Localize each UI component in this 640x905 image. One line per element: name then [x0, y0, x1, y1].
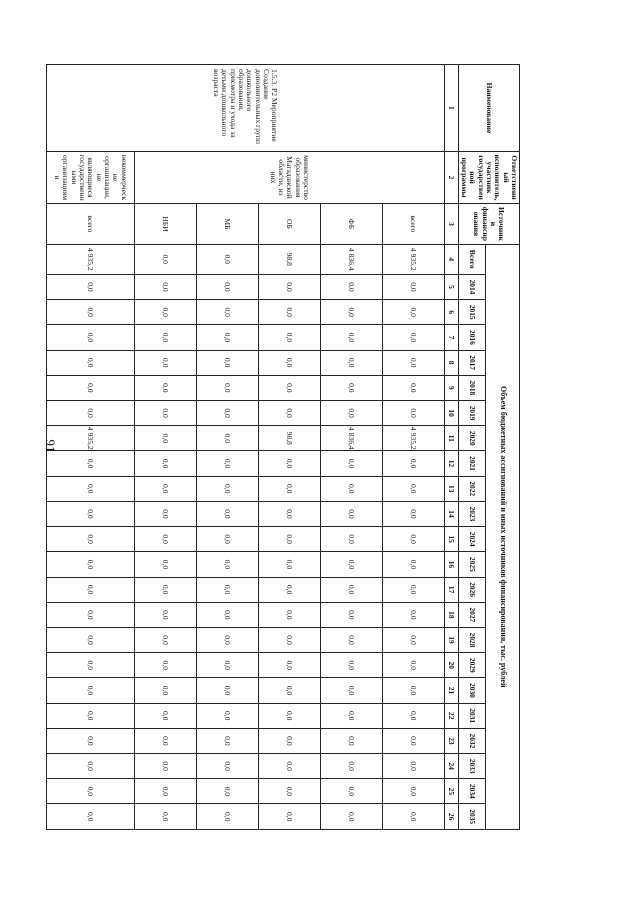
value-cell: 0,0: [134, 653, 196, 678]
column-number: 23: [444, 728, 458, 753]
value-cell: 0,0: [320, 627, 382, 652]
value-cell: 0,0: [46, 325, 134, 350]
executor-nko: некоммерческие организации, не являющиеся государственными организациями: [46, 151, 134, 203]
value-cell: 0,0: [196, 754, 258, 779]
value-cell: 0,0: [134, 400, 196, 425]
value-cell: 0,0: [258, 703, 320, 728]
column-number: 19: [444, 627, 458, 652]
measure-name: 1.5.3. Р2 Мероприятие Создание дополнительных групп дошкольного образования, присмотра и ухода за детьми дошкольного возраста: [46, 65, 444, 152]
value-cell: 0,0: [46, 501, 134, 526]
header-year: 2019: [458, 400, 485, 425]
value-cell: 0,0: [382, 678, 444, 703]
value-cell: 0,0: [134, 501, 196, 526]
value-cell: 0,0: [320, 653, 382, 678]
value-cell: 0,0: [46, 703, 134, 728]
value-cell: 0,0: [382, 804, 444, 830]
source-cell: МБ: [196, 204, 258, 244]
source-cell: всего: [382, 204, 444, 244]
column-number: 11: [444, 426, 458, 451]
value-cell: 0,0: [382, 602, 444, 627]
value-cell: 0,0: [196, 274, 258, 299]
value-cell: 0,0: [382, 375, 444, 400]
value-cell: 0,0: [258, 300, 320, 325]
column-number: 18: [444, 602, 458, 627]
value-cell: 0,0: [382, 653, 444, 678]
value-cell: 0,0: [196, 804, 258, 830]
value-cell: 0,0: [320, 602, 382, 627]
value-cell: 0,0: [382, 451, 444, 476]
header-year: 2033: [458, 754, 485, 779]
value-cell: 0,0: [134, 274, 196, 299]
value-cell: 0,0: [196, 451, 258, 476]
value-cell: 0,0: [258, 577, 320, 602]
header-year: 2029: [458, 653, 485, 678]
page-number: 91: [43, 439, 58, 453]
value-cell: 0,0: [134, 426, 196, 451]
value-cell: 0,0: [134, 451, 196, 476]
value-cell: 0,0: [196, 501, 258, 526]
total-cell: 4 836,4: [320, 244, 382, 274]
column-number: 15: [444, 527, 458, 552]
header-year: 2021: [458, 451, 485, 476]
value-cell: 0,0: [46, 754, 134, 779]
value-cell: 0,0: [320, 703, 382, 728]
value-cell: 0,0: [382, 400, 444, 425]
column-number: 4: [444, 244, 458, 274]
value-cell: 0,0: [46, 552, 134, 577]
value-cell: 0,0: [134, 476, 196, 501]
value-cell: 0,0: [134, 325, 196, 350]
column-number: 17: [444, 577, 458, 602]
header-row-numbers: [444, 65, 458, 830]
value-cell: 0,0: [196, 325, 258, 350]
header-year: 2030: [458, 678, 485, 703]
executor-ministry: министерство образования Магаданской области, из них: [134, 151, 444, 203]
total-cell: 0,0: [134, 244, 196, 274]
value-cell: 0,0: [382, 274, 444, 299]
value-cell: 0,0: [46, 602, 134, 627]
value-cell: 0,0: [382, 476, 444, 501]
value-cell: 0,0: [46, 274, 134, 299]
column-number: 3: [444, 204, 458, 244]
value-cell: 0,0: [382, 300, 444, 325]
value-cell: 0,0: [46, 577, 134, 602]
document-page: [52, 64, 520, 830]
header-executor: Ответственный исполнитель, участник государственной программы: [458, 151, 519, 203]
source-cell: ОБ: [258, 204, 320, 244]
value-cell: 0,0: [258, 552, 320, 577]
source-cell: НБИ: [134, 204, 196, 244]
value-cell: 0,0: [196, 476, 258, 501]
value-cell: 0,0: [258, 527, 320, 552]
value-cell: 0,0: [196, 779, 258, 804]
header-year: 2026: [458, 577, 485, 602]
value-cell: 0,0: [196, 627, 258, 652]
value-cell: 0,0: [134, 527, 196, 552]
value-cell: 0,0: [196, 350, 258, 375]
value-cell: 0,0: [134, 678, 196, 703]
column-number: 2: [444, 151, 458, 203]
column-number: 6: [444, 300, 458, 325]
value-cell: 98,8: [258, 426, 320, 451]
header-year: 2014: [458, 274, 485, 299]
header-year: 2020: [458, 426, 485, 451]
header-total: Всего: [458, 244, 485, 274]
value-cell: 0,0: [258, 627, 320, 652]
value-cell: 0,0: [320, 577, 382, 602]
value-cell: 0,0: [382, 728, 444, 753]
value-cell: 0,0: [134, 703, 196, 728]
header-year: 2031: [458, 703, 485, 728]
value-cell: 0,0: [382, 527, 444, 552]
value-cell: 0,0: [258, 350, 320, 375]
value-cell: 0,0: [46, 728, 134, 753]
value-cell: 0,0: [134, 552, 196, 577]
value-cell: 0,0: [258, 728, 320, 753]
value-cell: 0,0: [134, 375, 196, 400]
value-cell: 0,0: [258, 274, 320, 299]
value-cell: 0,0: [320, 779, 382, 804]
column-number: 12: [444, 451, 458, 476]
value-cell: 0,0: [46, 476, 134, 501]
value-cell: 0,0: [382, 627, 444, 652]
value-cell: 0,0: [320, 375, 382, 400]
value-cell: 0,0: [134, 602, 196, 627]
value-cell: 0,0: [46, 350, 134, 375]
table-row: [46, 65, 134, 830]
value-cell: 0,0: [320, 527, 382, 552]
value-cell: 0,0: [196, 426, 258, 451]
value-cell: 0,0: [258, 779, 320, 804]
value-cell: 0,0: [382, 754, 444, 779]
header-row-title: [485, 65, 519, 830]
header-year: 2024: [458, 527, 485, 552]
total-cell: 0,0: [196, 244, 258, 274]
header-name: Наименование: [458, 65, 519, 152]
value-cell: 0,0: [320, 274, 382, 299]
value-cell: 0,0: [320, 451, 382, 476]
value-cell: 0,0: [134, 728, 196, 753]
value-cell: 0,0: [134, 350, 196, 375]
value-cell: 0,0: [196, 552, 258, 577]
value-cell: 0,0: [320, 804, 382, 830]
header-year: 2016: [458, 325, 485, 350]
value-cell: 0,0: [258, 653, 320, 678]
value-cell: 0,0: [134, 300, 196, 325]
value-cell: 0,0: [196, 577, 258, 602]
value-cell: 0,0: [320, 501, 382, 526]
value-cell: 0,0: [382, 325, 444, 350]
value-cell: 0,0: [320, 728, 382, 753]
value-cell: 0,0: [46, 678, 134, 703]
value-cell: 4 836,4: [320, 426, 382, 451]
column-number: 14: [444, 501, 458, 526]
header-year: 2025: [458, 552, 485, 577]
column-number: 21: [444, 678, 458, 703]
value-cell: 0,0: [196, 400, 258, 425]
value-cell: 0,0: [320, 350, 382, 375]
column-number: 16: [444, 552, 458, 577]
value-cell: 0,0: [46, 804, 134, 830]
value-cell: 0,0: [196, 703, 258, 728]
header-year: 2034: [458, 779, 485, 804]
value-cell: 0,0: [320, 552, 382, 577]
value-cell: 0,0: [134, 779, 196, 804]
column-number: 8: [444, 350, 458, 375]
value-cell: 0,0: [134, 804, 196, 830]
value-cell: 0,0: [46, 400, 134, 425]
value-cell: 0,0: [382, 552, 444, 577]
value-cell: 0,0: [382, 779, 444, 804]
value-cell: 0,0: [46, 300, 134, 325]
value-cell: 0,0: [46, 779, 134, 804]
column-number: 10: [444, 400, 458, 425]
column-number: 9: [444, 375, 458, 400]
value-cell: 0,0: [258, 754, 320, 779]
header-year: 2017: [458, 350, 485, 375]
value-cell: 0,0: [382, 577, 444, 602]
column-number: 24: [444, 754, 458, 779]
value-cell: 0,0: [258, 451, 320, 476]
value-cell: 0,0: [196, 375, 258, 400]
value-cell: 0,0: [258, 476, 320, 501]
value-cell: 0,0: [258, 602, 320, 627]
total-cell: 4 935,2: [46, 244, 134, 274]
header-year: 2023: [458, 501, 485, 526]
header-year: 2035: [458, 804, 485, 830]
header-year: 2022: [458, 476, 485, 501]
header-volume: Объем бюджетных ассигнований и иных источников финансирования, тыс. рублей: [485, 244, 519, 829]
source-cell: всего: [46, 204, 134, 244]
value-cell: 4 935,2: [382, 426, 444, 451]
header-year: 2032: [458, 728, 485, 753]
source-cell: ФБ: [320, 204, 382, 244]
value-cell: 0,0: [46, 375, 134, 400]
column-number: 1: [444, 65, 458, 152]
column-number: 22: [444, 703, 458, 728]
value-cell: 0,0: [320, 476, 382, 501]
column-number: 5: [444, 274, 458, 299]
column-number: 13: [444, 476, 458, 501]
value-cell: 0,0: [196, 527, 258, 552]
header-year: 2028: [458, 627, 485, 652]
value-cell: 0,0: [320, 300, 382, 325]
value-cell: 0,0: [46, 451, 134, 476]
column-number: 20: [444, 653, 458, 678]
value-cell: 0,0: [196, 678, 258, 703]
value-cell: 0,0: [196, 300, 258, 325]
value-cell: 4 935,2: [46, 426, 134, 451]
header-year: 2027: [458, 602, 485, 627]
header-year: 2015: [458, 300, 485, 325]
value-cell: 0,0: [258, 400, 320, 425]
table-row: [382, 65, 444, 830]
budget-table: [46, 64, 520, 830]
total-cell: 4 935,2: [382, 244, 444, 274]
value-cell: 0,0: [382, 350, 444, 375]
value-cell: 0,0: [320, 400, 382, 425]
value-cell: 0,0: [320, 754, 382, 779]
header-year: 2018: [458, 375, 485, 400]
value-cell: 0,0: [382, 501, 444, 526]
value-cell: 0,0: [258, 325, 320, 350]
header-source: Источники финансирования: [458, 204, 519, 244]
value-cell: 0,0: [196, 653, 258, 678]
total-cell: 98,8: [258, 244, 320, 274]
value-cell: 0,0: [134, 577, 196, 602]
column-number: 25: [444, 779, 458, 804]
value-cell: 0,0: [134, 754, 196, 779]
value-cell: 0,0: [258, 501, 320, 526]
value-cell: 0,0: [382, 703, 444, 728]
value-cell: 0,0: [258, 375, 320, 400]
value-cell: 0,0: [196, 602, 258, 627]
value-cell: 0,0: [258, 804, 320, 830]
value-cell: 0,0: [320, 678, 382, 703]
value-cell: 0,0: [46, 653, 134, 678]
column-number: 26: [444, 804, 458, 830]
value-cell: 0,0: [258, 678, 320, 703]
value-cell: 0,0: [320, 325, 382, 350]
rotated-table-container: [52, 64, 520, 830]
value-cell: 0,0: [134, 627, 196, 652]
value-cell: 0,0: [196, 728, 258, 753]
value-cell: 0,0: [46, 527, 134, 552]
value-cell: 0,0: [46, 627, 134, 652]
column-number: 7: [444, 325, 458, 350]
